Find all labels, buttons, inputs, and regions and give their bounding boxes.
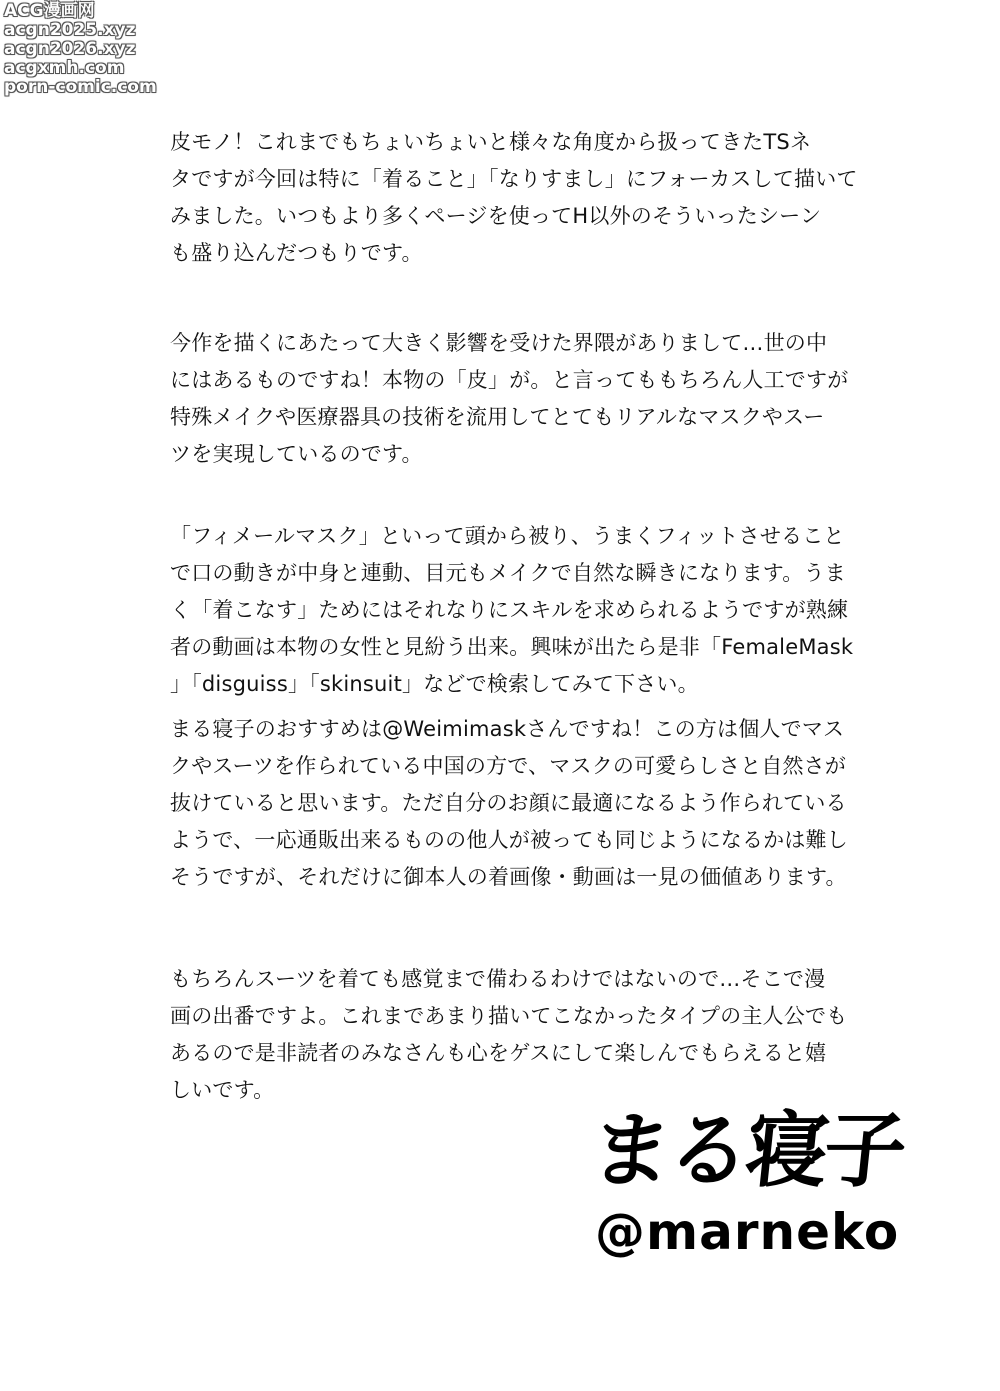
text-line: 皮モノ！これまでもちょいちょいと様々な角度から扱ってきたTSネ: [170, 130, 812, 154]
text-line: 者の動画は本物の女性と見紛う出来。興味が出たら是非「FemaleMask: [170, 635, 854, 659]
text-line: 今作を描くにあたって大きく影響を受けた界隈がありまして…世の中: [170, 331, 828, 355]
text-line: まる寝子のおすすめは@Weimimaskさんですね！この方は個人でマス: [170, 717, 845, 741]
text-line: タですが今回は特に「着ること」「なりすまし」にフォーカスして描いて: [170, 167, 858, 191]
text-line: クやスーツを作られている中国の方で、マスクの可愛らしさと自然さが: [170, 754, 847, 778]
paragraph-intro: [170, 124, 870, 272]
text-line: みました。いつもより多くページを使ってH以外のそういったシーン: [170, 204, 822, 228]
text-line: そうですが、それだけに御本人の着画像・動画は一見の価値あります。: [170, 865, 847, 889]
text-line: ツを実現しているのです。: [170, 442, 423, 466]
text-line: しいです。: [170, 1078, 275, 1102]
watermark-line: ACG漫画网: [4, 1, 95, 21]
text-line: 抜けていると思います。ただ自分のお顔に最適になるよう作られている: [170, 791, 847, 815]
watermark-line: acgn2025.xyz: [4, 20, 136, 40]
watermark: [4, 1, 157, 97]
author-signature: [585, 1102, 908, 1262]
text-line: 画の出番ですよ。これまであまり描いてこなかったタイプの主人公でも: [170, 1004, 848, 1028]
paragraph-female-mask: [170, 518, 870, 703]
watermark-line: porn-comic.com: [4, 77, 157, 97]
text-line: も盛り込んだつもりです。: [170, 241, 423, 265]
watermark-line: acgxmh.com: [4, 58, 125, 78]
text-line: あるので是非読者のみなさんも心をゲスにして楽しんでもらえると嬉: [170, 1041, 827, 1065]
text-line: 特殊メイクや医療器具の技術を流用してとてもリアルなマスクやスー: [170, 405, 825, 429]
text-line: ようで、一応通販出来るものの他人が被っても同じようになるかは難し: [170, 828, 848, 852]
text-line: にはあるものですね！本物の「皮」が。と言ってももちろん人工ですが: [170, 368, 849, 392]
signature-name: まる寝子: [585, 1104, 908, 1199]
text-line: 「フィメールマスク」といって頭から被り、うまくフィットさせること: [170, 524, 845, 548]
paragraph-recommendation: [170, 711, 870, 896]
text-line: 」「disguiss」「skinsuit」などで検索してみて下さい。: [170, 672, 699, 696]
text-line: く「着こなす」ためにはそれなりにスキルを求められるようですが熟練: [170, 598, 849, 622]
paragraph-influence: [170, 325, 870, 473]
signature-handle: @marneko: [595, 1203, 900, 1261]
text-line: もちろんスーツを着ても感覚まで備わるわけではないので…そこで漫: [170, 967, 826, 991]
text-line: で口の動きが中身と連動、目元もメイクで自然な瞬きになります。うま: [170, 561, 846, 585]
paragraph-closing: [170, 961, 870, 1109]
watermark-line: acgn2026.xyz: [4, 39, 136, 59]
